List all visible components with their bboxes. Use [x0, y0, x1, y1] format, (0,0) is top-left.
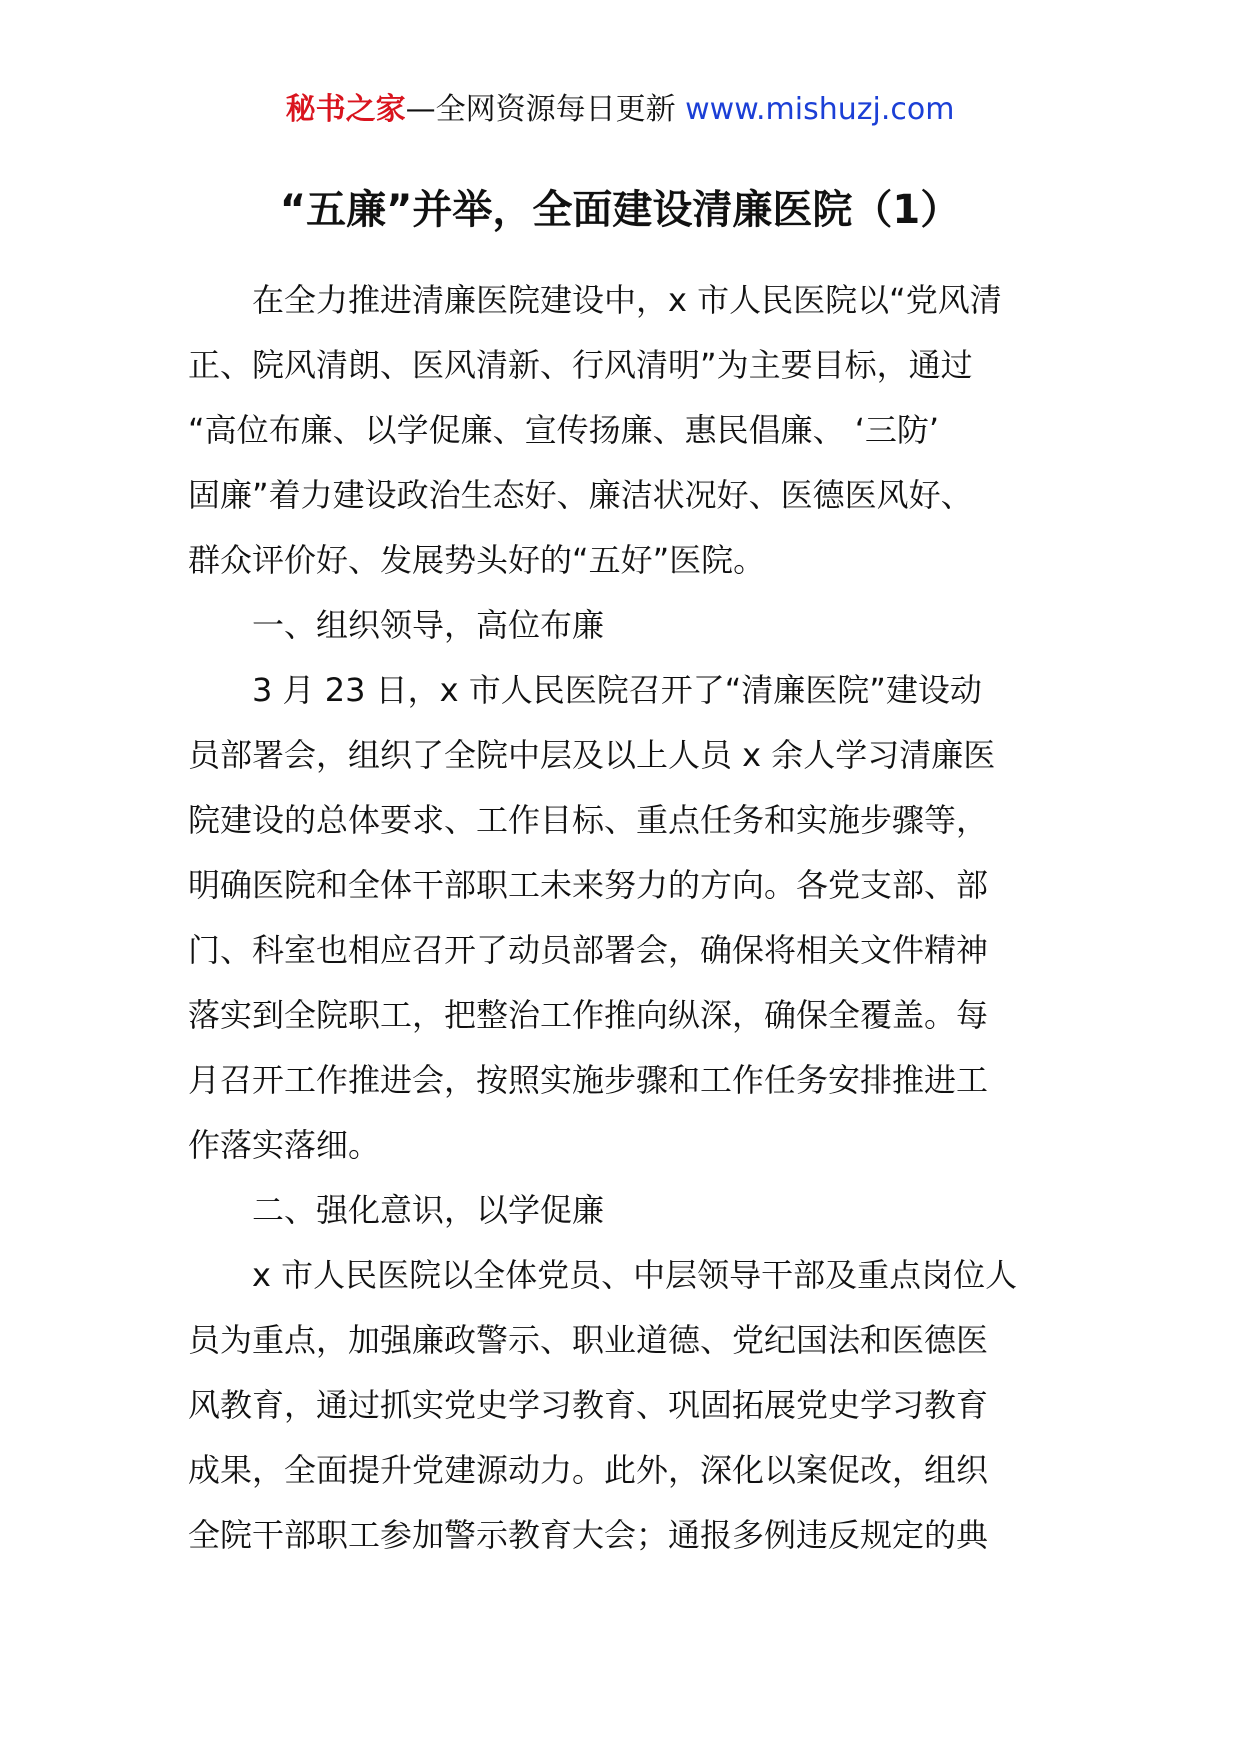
text-line: “高位布廉、以学促廉、宣传扬廉、惠民倡廉、 ‘三防’	[188, 411, 940, 449]
section-1-paragraph	[188, 658, 1058, 1178]
text-line: 全院干部职工参加警示教育大会；通报多例违反规定的典	[188, 1516, 989, 1554]
site-brand: 秘书之家	[285, 92, 406, 127]
text-line: 明确医院和全体干部职工未来努力的方向。各党支部、部	[188, 866, 989, 904]
section-2-paragraph	[188, 1243, 1058, 1568]
text-line: 成果，全面提升党建源动力。此外，深化以案促改，组织	[188, 1451, 989, 1489]
text-line: 3 月 23 日，x 市人民医院召开了“清廉医院”建设动	[252, 671, 982, 709]
site-slogan: —全网资源每日更新	[405, 92, 676, 127]
section-1-heading: 一、组织领导，高位布廉	[252, 606, 605, 644]
text-line: 落实到全院职工，把整治工作推向纵深，确保全覆盖。每	[188, 996, 989, 1034]
text-line: 风教育，通过抓实党史学习教育、巩固拓展党史学习教育	[188, 1386, 989, 1424]
text-line: 固廉”着力建设政治生态好、廉洁状况好、医德医风好、	[188, 476, 973, 514]
site-header	[0, 88, 1240, 132]
text-line: 月召开工作推进会，按照实施步骤和工作任务安排推进工	[188, 1061, 989, 1099]
intro-paragraph	[188, 268, 1058, 593]
text-line: 群众评价好、发展势头好的“五好”医院。	[188, 541, 766, 579]
text-line: 院建设的总体要求、工作目标、重点任务和实施步骤等，	[188, 801, 989, 839]
site-url-link[interactable]: www.mishuzj.com	[685, 92, 955, 127]
section-2-heading: 二、强化意识，以学促廉	[252, 1191, 605, 1229]
text-line: 门、科室也相应召开了动员部署会，确保将相关文件精神	[188, 931, 989, 969]
text-line: 正、院风清朗、医风清新、行风清明”为主要目标，通过	[188, 346, 973, 384]
document-body	[188, 268, 1058, 1568]
text-line: 作落实落细。	[188, 1126, 381, 1164]
text-line: x 市人民医院以全体党员、中层领导干部及重点岗位人	[252, 1256, 1018, 1294]
document-title: “五廉”并举，全面建设清廉医院（1）	[279, 187, 961, 233]
text-line: 在全力推进清廉医院建设中，x 市人民医院以“党风清	[252, 281, 1002, 319]
text-line: 员为重点，加强廉政警示、职业道德、党纪国法和医德医	[188, 1321, 989, 1359]
text-line: 员部署会，组织了全院中层及以上人员 x 余人学习清廉医	[188, 736, 996, 774]
